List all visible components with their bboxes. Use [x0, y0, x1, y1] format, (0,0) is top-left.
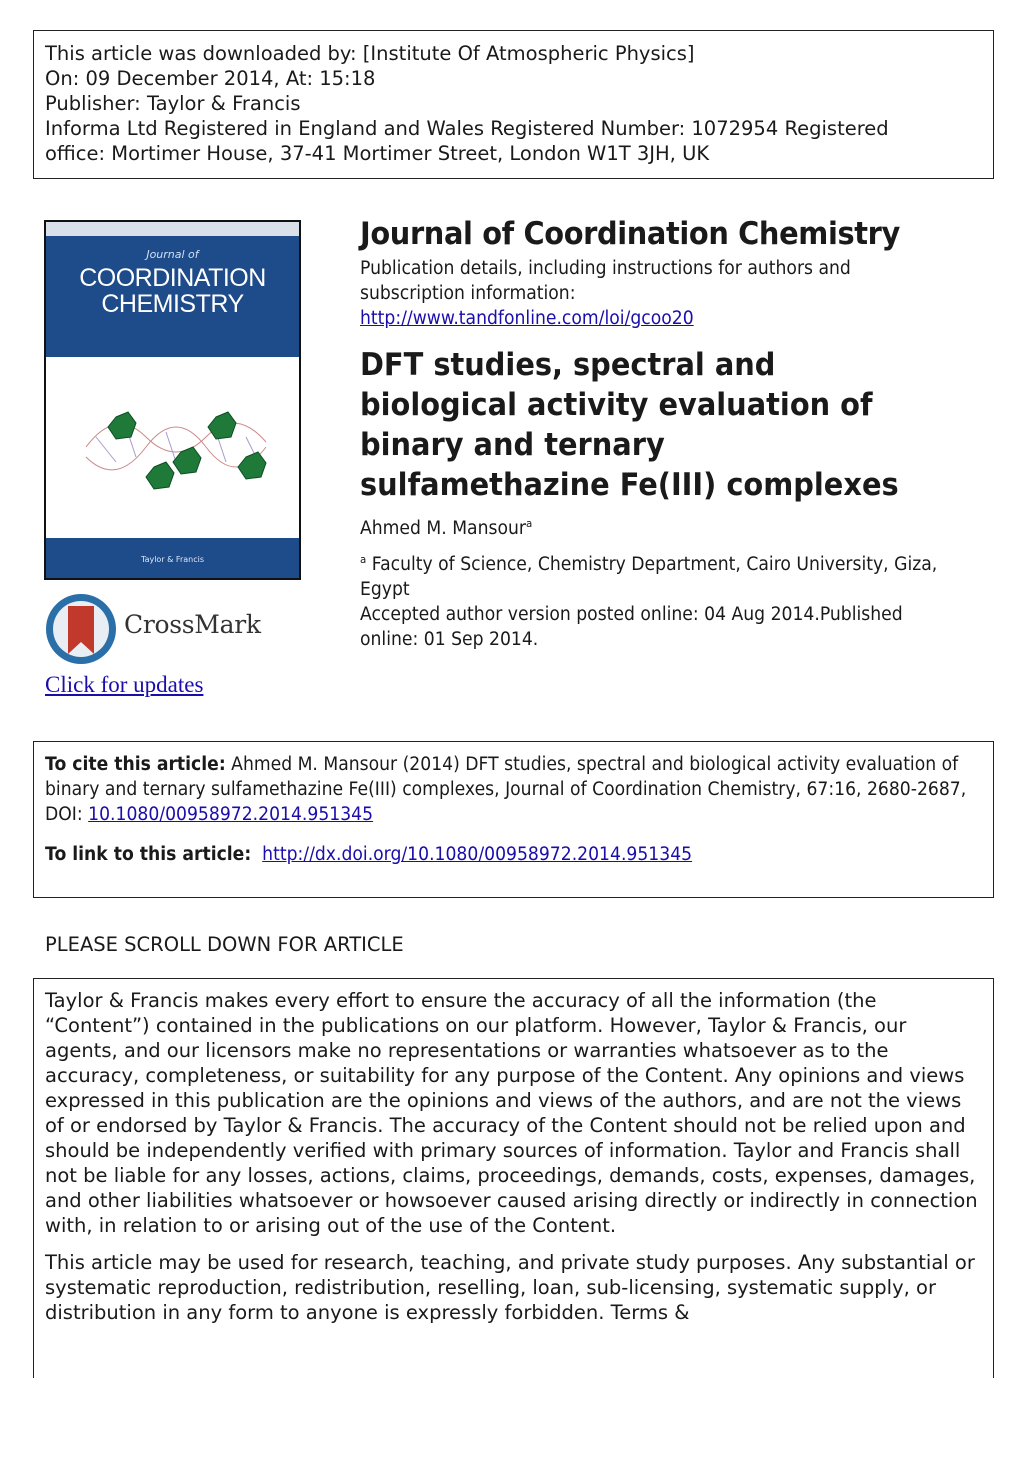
scroll-notice: PLEASE SCROLL DOWN FOR ARTICLE	[45, 933, 404, 956]
legal-paragraph: This article may be used for research, teaching, and private study purposes. Any substantial or systematic reproduction, redistribution, reselling, loan, sub-licensing, systematic supply, or distribution in any form to anyone is expressly forbidden. Terms &	[45, 1251, 975, 1324]
journal-url-link[interactable]: http://www.tandfonline.com/loi/gcoo20	[360, 308, 694, 329]
cover-title-line1: COORDINATION	[79, 264, 266, 292]
journal-title: Journal of Coordination Chemistry	[360, 216, 900, 252]
author-name: Ahmed M. Mansour	[360, 518, 526, 540]
citation-box	[33, 741, 994, 898]
download-notice-line: Publisher: Taylor & Francis	[45, 92, 301, 115]
legal-notice-box	[33, 978, 994, 1378]
crossmark-icon	[44, 592, 120, 668]
download-notice-line: On: 09 December 2014, At: 15:18	[45, 67, 376, 90]
affiliation-text: Faculty of Science, Chemistry Department, Cairo University, Giza, Egypt	[360, 554, 938, 601]
article-doi-url-link[interactable]: http://dx.doi.org/10.1080/00958972.2014.951345	[262, 844, 693, 865]
affiliation	[360, 547, 955, 652]
download-notice-line: office: Mortimer House, 37-41 Mortimer Street, London W1T 3JH, UK	[45, 142, 710, 165]
legal-paragraph: Taylor & Francis makes every effort to ensure the accuracy of all the information (the “Content”) contained in the publications on our platform. However, Taylor & Francis, our agents, and our licensors make no representations or warranties whatsoever as to the accuracy, completeness, or suitability for any purpose of the Content. Any opinions and views expressed in this publication are the opinions and views of the authors, and are not the views of or endorsed by Taylor & Francis. The accuracy of the Content should not be relied upon and should be independently verified with primary sources of information. Taylor and Francis shall not be liable for any losses, actions, claims, proceedings, demands, costs, expenses, damages, and other liabilities whatsoever or howsoever caused arising directly or indirectly in connection with, in relation to or arising out of the use of the Content.	[45, 989, 978, 1237]
download-notice-line: This article was downloaded by: [Institute Of Atmospheric Physics]	[45, 42, 695, 65]
author	[360, 517, 937, 539]
cite-this-article	[45, 752, 975, 827]
publication-details-text: Publication details, including instructions for authors and subscription information:	[360, 258, 851, 304]
click-for-updates-link[interactable]: Click for updates	[45, 672, 204, 697]
cover-top-strip	[46, 222, 299, 236]
cover-publisher-logo: Taylor & Francis	[141, 555, 204, 564]
cite-text: Ahmed M. Mansour (2014) DFT studies, spectral and biological activity evaluation of binary and ternary sulfamethazine Fe(III) complexes, Journal of Coordination Chemistry, 67:16, 2680-2687, DOI:	[45, 754, 967, 825]
download-notice	[33, 30, 994, 179]
article-title: DFT studies, spectral and biological activity evaluation of binary and ternary sulfamethazine Fe(III) complexes	[360, 347, 899, 503]
journal-cover-image	[44, 220, 301, 580]
affiliation-superscript: a	[360, 553, 367, 567]
author-superscript: a	[525, 517, 533, 530]
publication-details	[360, 256, 937, 331]
crossmark-label: CrossMark	[124, 610, 261, 639]
cite-label: To cite this article:	[45, 754, 226, 775]
link-to-article	[45, 842, 975, 867]
molecule-illustration	[76, 387, 276, 497]
publication-dates: Accepted author version posted online: 04 Aug 2014.Published online: 01 Sep 2014.	[360, 604, 903, 651]
link-label: To link to this article:	[45, 844, 252, 865]
cover-journal-of: Journal of	[146, 248, 199, 261]
crossmark-badge[interactable]	[44, 592, 274, 666]
article-header	[360, 214, 980, 652]
cover-title-line2: CHEMISTRY	[101, 290, 244, 318]
download-notice-line: Informa Ltd Registered in England and Wales Registered Number: 1072954 Registered	[45, 117, 889, 140]
doi-link[interactable]: 10.1080/00958972.2014.951345	[88, 804, 374, 825]
